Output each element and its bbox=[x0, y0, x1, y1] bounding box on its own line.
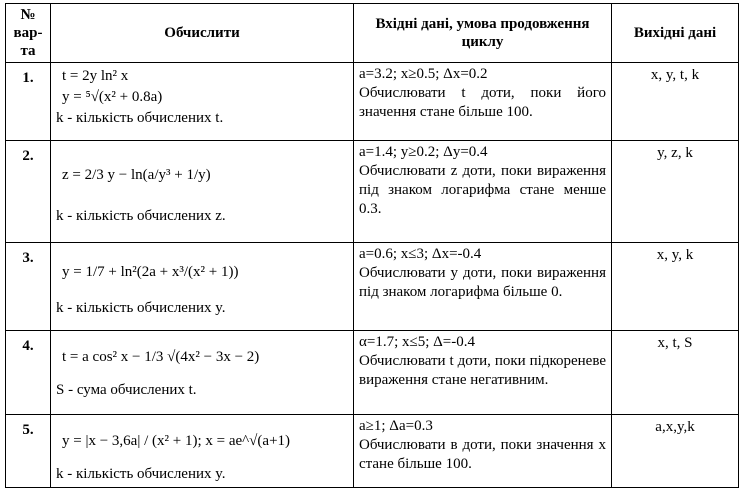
input-cell bbox=[354, 141, 612, 243]
formula-cell bbox=[51, 243, 354, 331]
input-cell bbox=[354, 243, 612, 331]
output-cell: a,x,y,k bbox=[612, 415, 739, 488]
output-cell: x, t, S bbox=[612, 331, 739, 415]
formula-1: y = |x − 3,6a| / (x² + 1); x = ae^√(a+1) bbox=[62, 432, 291, 449]
condition: Обчислювати y доти, поки вираження під знаком логарифма більше 0. bbox=[359, 265, 606, 300]
task-table bbox=[5, 3, 739, 488]
params: a=1.4; y≥0.2; Δy=0.4 bbox=[359, 144, 488, 160]
formula-1: y = 1/7 + ln²(2a + x³/(x² + 1)) bbox=[62, 263, 239, 280]
table-row bbox=[6, 331, 739, 415]
params: a=0.6; x≤3; Δx=-0.4 bbox=[359, 246, 482, 262]
output-cell: x, y, t, k bbox=[612, 63, 739, 141]
table-row bbox=[6, 63, 739, 141]
header-compute: Обчислити bbox=[51, 4, 354, 63]
params: a≥1; Δa=0.3 bbox=[359, 418, 433, 434]
header-output: Вихідні дані bbox=[612, 4, 739, 63]
formula-note: k - кількість обчислених t. bbox=[56, 110, 224, 126]
table-row bbox=[6, 243, 739, 331]
header-input: Вхідні дані, умова продовження циклу bbox=[354, 4, 612, 63]
condition: Обчислювати z доти, поки вираження під знаком логарифма стане менше 0.3. bbox=[359, 163, 606, 217]
output-cell: y, z, k bbox=[612, 141, 739, 243]
formula-note: S - сума обчислених t. bbox=[56, 382, 197, 398]
formula-1: t = 2y ln² x bbox=[62, 68, 129, 84]
condition: Обчислювати t доти, поки його значення стане більше 100. bbox=[359, 85, 606, 120]
header-row bbox=[6, 4, 739, 63]
formula-note: k - кількість обчислених y. bbox=[56, 300, 226, 316]
row-number: 1. bbox=[6, 63, 51, 141]
formula-note: k - кількість обчислених y. bbox=[56, 466, 226, 482]
row-number: 5. bbox=[6, 415, 51, 488]
params: α=1.7; x≤5; Δ=-0.4 bbox=[359, 334, 475, 350]
input-cell bbox=[354, 415, 612, 488]
condition: Обчислювати t доти, поки підкореневе вираження стане негативним. bbox=[359, 353, 606, 388]
row-number: 3. bbox=[6, 243, 51, 331]
formula-1: z = 2/3 y − ln(a/y³ + 1/y) bbox=[62, 166, 211, 183]
row-number: 2. bbox=[6, 141, 51, 243]
formula-cell bbox=[51, 63, 354, 141]
formula-cell bbox=[51, 331, 354, 415]
formula-cell bbox=[51, 415, 354, 488]
condition: Обчислювати в доти, поки значення x стане більше 100. bbox=[359, 437, 606, 472]
formula-cell bbox=[51, 141, 354, 243]
params: a=3.2; x≥0.5; Δx=0.2 bbox=[359, 66, 488, 82]
formula-1: t = a cos² x − 1/3 √(4x² − 3x − 2) bbox=[62, 348, 260, 365]
formula-note: k - кількість обчислених z. bbox=[56, 208, 226, 224]
row-number: 4. bbox=[6, 331, 51, 415]
input-cell bbox=[354, 331, 612, 415]
input-cell bbox=[354, 63, 612, 141]
header-num: № вар-та bbox=[6, 4, 51, 63]
table-row bbox=[6, 141, 739, 243]
formula-2: y = ⁵√(x² + 0.8a) bbox=[62, 89, 163, 105]
output-cell: x, y, k bbox=[612, 243, 739, 331]
table-row bbox=[6, 415, 739, 488]
